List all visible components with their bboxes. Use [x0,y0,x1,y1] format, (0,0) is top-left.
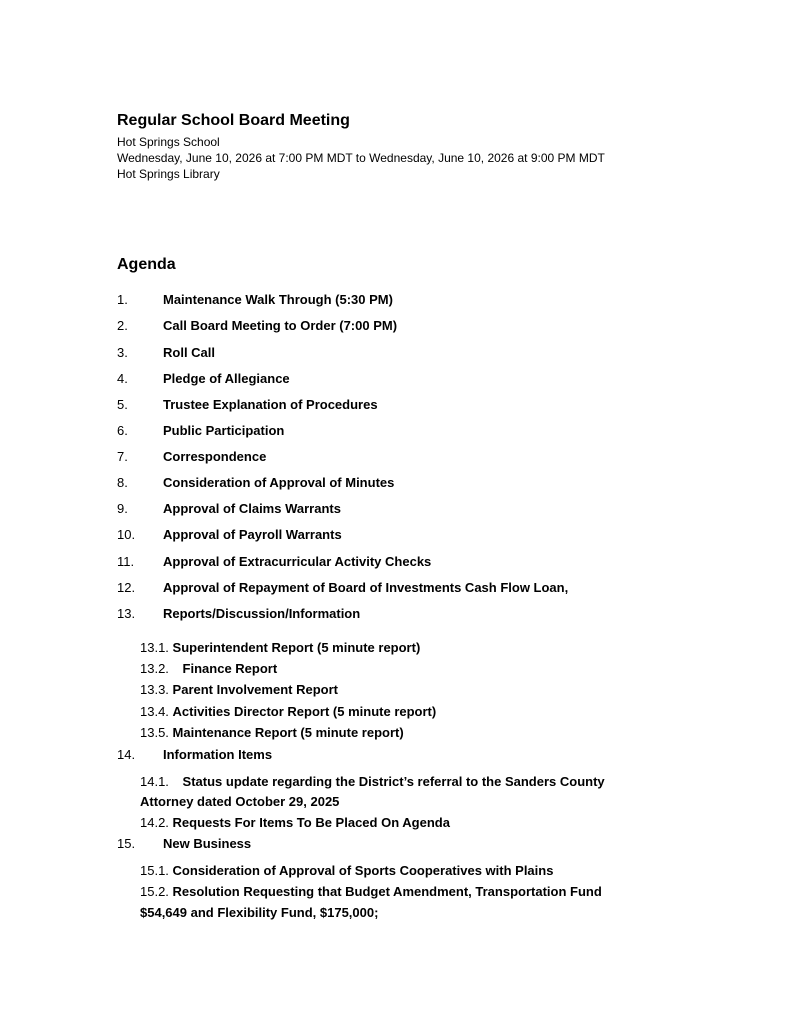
item-label: Reports/Discussion/Information [163,606,361,621]
item-label: Approval of Claims Warrants [163,501,341,516]
item-label: Consideration of Approval of Minutes [163,475,395,490]
item-number: 7. [117,449,128,464]
item-number: 15. [117,836,136,851]
agenda-subitem [140,682,338,697]
agenda-subitem [140,863,553,878]
agenda-subitem [140,884,602,899]
agenda-heading: Agenda [117,256,176,273]
item-number: 12. [117,580,136,595]
subitem-label: Finance Report [182,661,278,676]
item-number: 10. [117,527,136,542]
subitem-label: Status update regarding the District’s referral to the Sanders County [182,774,605,789]
item-number: 2. [117,318,128,333]
subitem-number: 13.1. [140,640,169,655]
meeting-datetime: Wednesday, June 10, 2026 at 7:00 PM MDT to Wednesday, June 10, 2026 at 9:00 PM MDT [117,151,605,165]
subitem-number: 15.2. [140,884,169,899]
item-label: Approval of Payroll Warrants [163,527,342,542]
subitem-label: Maintenance Report (5 minute report) [172,725,404,740]
subitem-label: Superintendent Report (5 minute report) [172,640,421,655]
item-number: 14. [117,747,136,762]
agenda-subitem [140,640,420,655]
item-label: Approval of Extracurricular Activity Checks [163,554,432,569]
subitem-number: 13.2. [140,661,169,676]
meeting-location: Hot Springs Library [117,167,220,181]
item-number: 11. [117,554,135,569]
item-number: 3. [117,345,128,360]
agenda-subitem [140,725,404,740]
subitem-number: 13.3. [140,682,169,697]
item-label: New Business [163,836,252,851]
meeting-title: Regular School Board Meeting [117,112,350,129]
item-number: 1. [117,292,128,307]
item-label: Roll Call [163,345,216,360]
item-label: Public Participation [163,423,285,438]
agenda-subitem [140,704,436,719]
subitem-label: Activities Director Report (5 minute report) [172,704,437,719]
subitem-label: Consideration of Approval of Sports Cooperatives with Plains [172,863,554,878]
subitem-number: 14.2. [140,815,169,830]
item-label: Pledge of Allegiance [163,371,290,386]
item-number: 13. [117,606,136,621]
subitem-number: 14.1. [140,774,169,789]
item-number: 4. [117,371,128,386]
item-label: Call Board Meeting to Order (7:00 PM) [163,318,398,333]
organization-name: Hot Springs School [117,135,220,149]
subitem-label: Requests For Items To Be Placed On Agenda [172,815,450,830]
item-number: 6. [117,423,128,438]
subitem-label: Resolution Requesting that Budget Amendment, Transportation Fund [172,884,602,899]
item-label: Correspondence [163,449,267,464]
item-label: Maintenance Walk Through (5:30 PM) [163,292,393,307]
agenda-subitem [140,774,605,789]
agenda-subitem [140,815,450,830]
agenda-subitem [140,661,277,676]
item-label: Approval of Repayment of Board of Investments Cash Flow Loan, [163,580,569,595]
item-label: Information Items [163,747,273,762]
subitem-continuation: Attorney dated October 29, 2025 [140,794,340,809]
subitem-number: 13.5. [140,725,169,740]
subitem-number: 13.4. [140,704,169,719]
item-number: 9. [117,501,128,516]
item-number: 5. [117,397,128,412]
subitem-continuation: $54,649 and Flexibility Fund, $175,000; [140,905,379,920]
item-label: Trustee Explanation of Procedures [163,397,378,412]
subitem-number: 15.1. [140,863,169,878]
item-number: 8. [117,475,128,490]
subitem-label: Parent Involvement Report [172,682,338,697]
